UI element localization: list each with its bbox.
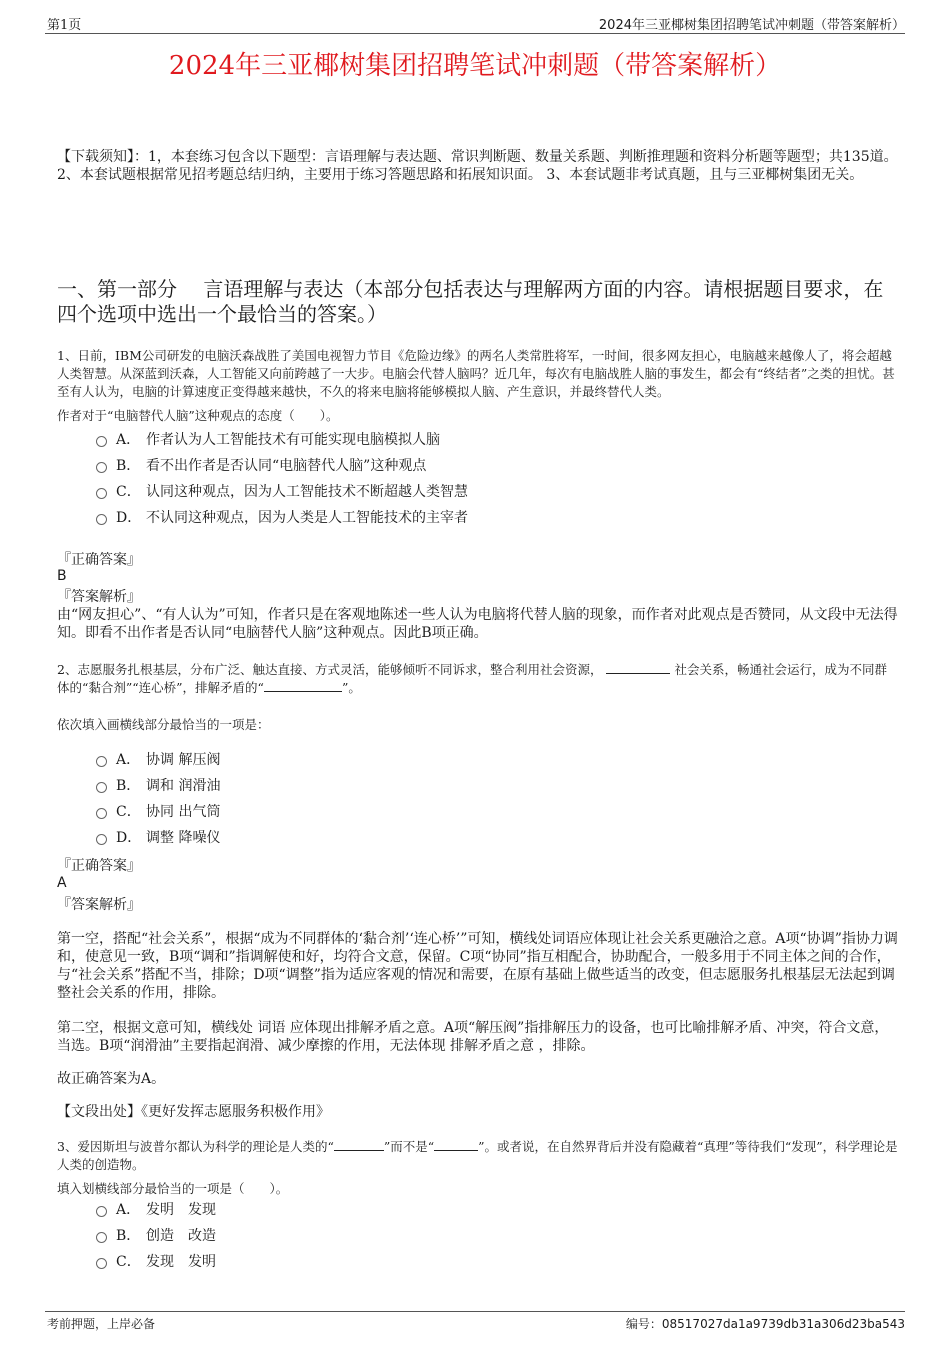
q2-stem-part3: ”。 — [341, 680, 361, 695]
q2-option-a[interactable] — [96, 750, 220, 770]
radio-button[interactable] — [96, 1206, 107, 1217]
option-letter: D． — [116, 830, 142, 846]
q1-answer: B — [57, 568, 67, 584]
option-text: 看不出作者是否认同“电脑替代人脑”这种观点 — [146, 458, 427, 474]
q3-option-a[interactable] — [96, 1200, 216, 1220]
q2-stem-part2: 社会关系，畅通社会运行，成为不同群体的“黏合剂”“连心桥”，排解矛盾的“ — [57, 662, 887, 695]
doc-id-label: 编号： — [625, 1317, 662, 1331]
radio-button[interactable] — [96, 1258, 107, 1269]
q3-stem-part3: ”。或者说，在自然界背后并没有隐藏着“真理”等待我们“发现”，科学理论是人类的创造物。 — [57, 1139, 898, 1172]
option-text: 作者认为人工智能技术有可能实现电脑模拟人脑 — [146, 432, 440, 448]
q1-correct-answer-label: 『正确答案』 — [57, 552, 141, 568]
doc-id-code: 08517027da1a9739db31a306d23ba543 — [661, 1317, 905, 1331]
radio-button[interactable] — [96, 436, 107, 447]
q2-option-b[interactable] — [96, 776, 220, 796]
q1-option-a[interactable] — [96, 430, 440, 450]
fill-blank-1[interactable] — [606, 663, 670, 674]
q1-prompt: 作者对于“电脑替代人脑”这种观点的态度（ ）。 — [57, 408, 339, 423]
q3-option-b[interactable] — [96, 1226, 216, 1246]
q2-option-d[interactable] — [96, 828, 220, 848]
q2-stem — [57, 661, 899, 697]
q2-prompt: 依次填入画横线部分最恰当的一项是： — [57, 717, 270, 732]
radio-button[interactable] — [96, 834, 107, 845]
radio-button[interactable] — [96, 514, 107, 525]
option-text: 认同这种观点，因为人工智能技术不断超越人类智慧 — [146, 484, 468, 500]
q3-option-c[interactable] — [96, 1252, 216, 1272]
download-notice: 【下载须知】：1，本套练习包含以下题型：言语理解与表达题、常识判断题、数量关系题、判断推理题和资料分析题等题型；共135道。 2、本套试题根据常见招考题总结归纳，主要用于练习答题思路和拓展知识面。 3、本套试题非考试真题，且与三亚椰树集团无关。 — [57, 149, 898, 183]
option-text: 协调 解压阀 — [146, 752, 221, 768]
footer-doc-id — [626, 1315, 905, 1332]
q1-stem: 1、日前，IBM公司研发的电脑沃森战胜了美国电视智力节目《危险边缘》的两名人类常胜将军，一时间，很多网友担心，电脑越来越像人了，将会超越人类智慧。从深蓝到沃森，人工智能又向前跨越了一大步。电脑会代替人脑吗？近几年，每次有电脑战胜人脑的事发生，都会有“终结者”之类的担忧。甚至有人认为，电脑的计算速度正变得越来越快，不久的将来电脑将能够模拟人脑、产生意识，并最终替代人类。 — [57, 348, 895, 399]
option-letter: A． — [116, 432, 141, 448]
q2-stem-part1: 2、志愿服务扎根基层，分布广泛、触达直接、方式灵活，能够倾听不同诉求，整合利用社会资源， — [57, 662, 603, 677]
header-divider — [45, 33, 905, 34]
q1-option-d[interactable] — [96, 508, 468, 528]
option-text: 发现 发明 — [146, 1254, 216, 1270]
q2-option-c[interactable] — [96, 802, 220, 822]
option-letter: A． — [116, 752, 141, 768]
header-doc-title: 2024年三亚椰树集团招聘笔试冲刺题（带答案解析） — [598, 18, 905, 33]
option-letter: A． — [116, 1202, 141, 1218]
option-letter: C． — [116, 804, 141, 820]
q2-conclusion: 故正确答案为A。 — [57, 1071, 166, 1087]
option-text: 调和 润滑油 — [146, 778, 221, 794]
page-number: 第1页 — [47, 18, 82, 33]
q2-analysis-p2: 第二空，根据文意可知，横线处 词语 应体现出排解矛盾之意。A项“解压阀”指排解压力的设备，也可比喻排解矛盾、冲突，符合文意，当选。B项“润滑油”主要指起润滑、减少摩擦的作用，无法体现 排解矛盾之意 ，排除。 — [57, 1020, 889, 1054]
option-letter: B． — [116, 1228, 141, 1244]
option-text: 发明 发现 — [146, 1202, 216, 1218]
radio-button[interactable] — [96, 1232, 107, 1243]
radio-button[interactable] — [96, 488, 107, 499]
q2-correct-answer-label: 『正确答案』 — [57, 858, 141, 874]
fill-blank-2[interactable] — [264, 681, 342, 692]
footer-divider — [45, 1311, 905, 1312]
option-letter: B． — [116, 778, 141, 794]
q3-stem — [57, 1138, 899, 1174]
q1-option-c[interactable] — [96, 482, 468, 502]
radio-button[interactable] — [96, 756, 107, 767]
q2-source: 【文段出处】《更好发挥志愿服务积极作用》 — [57, 1104, 330, 1120]
option-text: 不认同这种观点，因为人类是人工智能技术的主宰者 — [146, 510, 468, 526]
option-letter: C． — [116, 484, 141, 500]
page-title: 2024年三亚椰树集团招聘笔试冲刺题（带答案解析） — [168, 51, 782, 81]
option-letter: D． — [116, 510, 142, 526]
option-text: 创造 改造 — [146, 1228, 216, 1244]
q2-analysis-p1: 第一空，搭配“社会关系”，根据“成为不同群体的‘黏合剂’‘连心桥’”可知，横线处词语应体现让社会关系更融洽之意。A项“协调”指协力调和，使意见一致，B项“调和”指调解使和好，均符合文意，保留。C项“协同”指互相配合，协助配合，一般多用于不同主体之间的合作，与“社会关系”搭配不当，排除；D项“调整”指为适应客观的情况和需要，在原有基础上做些适当的改变，但志愿服务扎根基层无法起到调整社会关系的作用，排除。 — [57, 931, 898, 1001]
fill-blank-2[interactable] — [434, 1140, 478, 1151]
option-text: 调整 降噪仪 — [146, 830, 221, 846]
q1-analysis: 由“网友担心”、“有人认为”可知，作者只是在客观地陈述一些人认为电脑将代替人脑的现象，而作者对此观点是否赞同，从文段中无法得知。即看不出作者是否认同“电脑替代人脑”这种观点。因此B项正确。 — [57, 607, 898, 641]
section-heading: 一、第一部分 言语理解与表达（本部分包括表达与理解两方面的内容。请根据题目要求，在四个选项中选出一个最恰当的答案。） — [57, 277, 884, 326]
radio-button[interactable] — [96, 808, 107, 819]
option-letter: C． — [116, 1254, 141, 1270]
option-text: 协同 出气筒 — [146, 804, 221, 820]
radio-button[interactable] — [96, 462, 107, 473]
q2-answer: A — [57, 875, 67, 891]
radio-button[interactable] — [96, 782, 107, 793]
option-letter: B． — [116, 458, 141, 474]
q3-prompt: 填入划横线部分最恰当的一项是（ ）。 — [57, 1181, 289, 1196]
q2-analysis-label: 『答案解析』 — [57, 897, 141, 913]
q1-analysis-label: 『答案解析』 — [57, 589, 141, 605]
fill-blank-1[interactable] — [334, 1140, 384, 1151]
q3-stem-part1: 3、爱因斯坦与波普尔都认为科学的理论是人类的“ — [57, 1139, 334, 1154]
q3-stem-part2: ”而不是“ — [383, 1139, 435, 1154]
q1-option-b[interactable] — [96, 456, 426, 476]
footer-slogan: 考前押题，上岸必备 — [47, 1317, 156, 1331]
